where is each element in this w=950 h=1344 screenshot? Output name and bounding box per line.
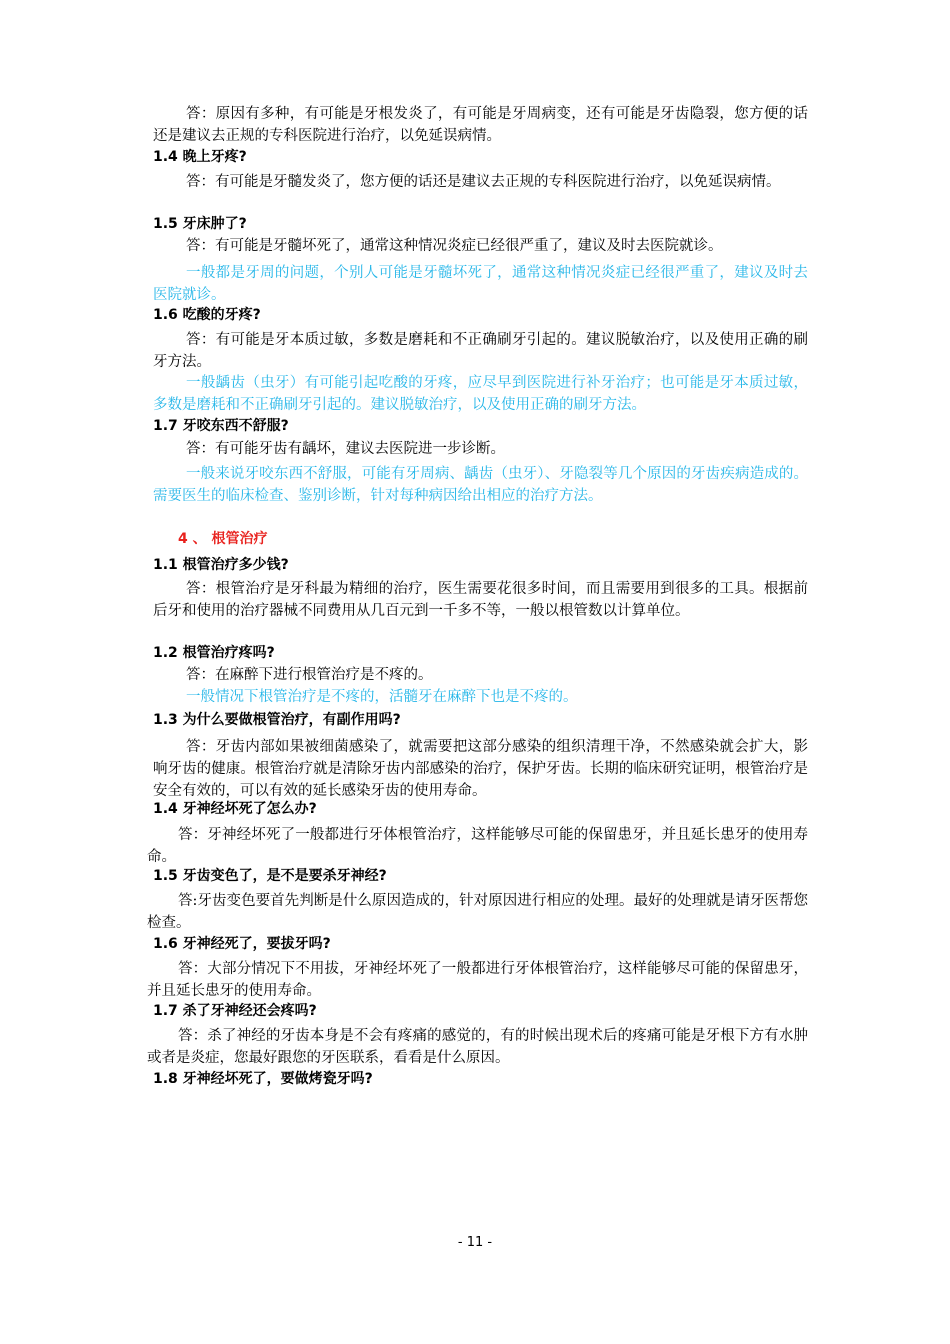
- answer-text: 答：有可能牙齿有龋坏，建议去医院进一步诊断。: [186, 441, 505, 457]
- answer-text: 答：大部分情况下不用拔，牙神经坏死了一般都进行牙体根管治疗，这样能够尽可能的保留患牙，并且延长患牙的使用寿命。: [147, 961, 808, 999]
- intro-answer: 答：原因有多种，有可能是牙根发炎了，有可能是牙周病变，还有可能是牙齿隐裂，您方便的话还是建议去正规的专科医院进行治疗，以免延误病情。: [153, 106, 808, 144]
- answer-text: 答：有可能是牙本质过敏，多数是磨耗和不正确刷牙引起的。建议脱敏治疗，以及使用正确的刷牙方法。: [153, 332, 808, 370]
- question-heading: 1.1 根管治疗多少钱?: [153, 557, 289, 573]
- answer-text: 答：有可能是牙髓发炎了，您方便的话还是建议去正规的专科医院进行治疗，以免延误病情。: [186, 174, 781, 190]
- question-heading: 1.8 牙神经坏死了，要做烤瓷牙吗?: [153, 1071, 373, 1087]
- question-heading: 1.4 晚上牙疼?: [153, 149, 247, 165]
- answer-text: 答：牙齿内部如果被细菌感染了，就需要把这部分感染的组织清理干净，不然感染就会扩大，影响牙齿的健康。根管治疗就是清除牙齿内部感染的治疗，保护牙齿。长期的临床研究证明，根管治疗是安全有效的，可以有效的延长感染牙齿的使用寿命。: [153, 739, 808, 799]
- answer-text: 答：根管治疗是牙科最为精细的治疗，医生需要花很多时间，而且需要用到很多的工具。根据前后牙和使用的治疗器械不同费用从几百元到一千多不等，一般以根管数以计算单位。: [153, 581, 808, 619]
- section-heading: 4 、 根管治疗: [178, 531, 268, 547]
- question-heading: 1.6 吃酸的牙疼?: [153, 307, 261, 323]
- question-heading: 1.4 牙神经坏死了怎么办?: [153, 801, 317, 817]
- answer-note: 一般龋齿（虫牙）有可能引起吃酸的牙疼，应尽早到医院进行补牙治疗；也可能是牙本质过敏，多数是磨耗和不正确刷牙引起的。建议脱敏治疗，以及使用正确的刷牙方法。: [153, 375, 808, 413]
- answer-text: 答：牙神经坏死了一般都进行牙体根管治疗，这样能够尽可能的保留患牙，并且延长患牙的使用寿命。: [147, 827, 808, 865]
- question-heading: 1.5 牙床肿了?: [153, 216, 247, 232]
- answer-text: 答：有可能是牙髓坏死了，通常这种情况炎症已经很严重了，建议及时去医院就诊。: [186, 238, 723, 254]
- answer-note: 一般来说牙咬东西不舒服，可能有牙周病、龋齿（虫牙）、牙隐裂等几个原因的牙齿疾病造成的。需要医生的临床检查、鉴别诊断，针对每种病因给出相应的治疗方法。: [153, 466, 808, 504]
- page-number: - 11 -: [457, 1235, 493, 1250]
- answer-text: 答：杀了神经的牙齿本身是不会有疼痛的感觉的，有的时候出现术后的疼痛可能是牙根下方有水肿或者是炎症，您最好跟您的牙医联系，看看是什么原因。: [147, 1028, 808, 1066]
- question-heading: 1.2 根管治疗疼吗?: [153, 645, 275, 661]
- question-heading: 1.3 为什么要做根管治疗，有副作用吗?: [153, 712, 401, 728]
- question-heading: 1.7 杀了牙神经还会疼吗?: [153, 1003, 317, 1019]
- answer-text: 答：在麻醉下进行根管治疗是不疼的。: [186, 667, 433, 683]
- question-heading: 1.7 牙咬东西不舒服?: [153, 418, 289, 434]
- answer-text: 答:牙齿变色要首先判断是什么原因造成的，针对原因进行相应的处理。最好的处理就是请牙医帮您检查。: [147, 893, 808, 931]
- answer-note: 一般情况下根管治疗是不疼的，活髓牙在麻醉下也是不疼的。: [186, 689, 578, 705]
- question-heading: 1.5 牙齿变色了，是不是要杀牙神经?: [153, 868, 387, 884]
- answer-note: 一般都是牙周的问题，个别人可能是牙髓坏死了，通常这种情况炎症已经很严重了，建议及时去医院就诊。: [153, 265, 808, 303]
- question-heading: 1.6 牙神经死了，要拔牙吗?: [153, 936, 331, 952]
